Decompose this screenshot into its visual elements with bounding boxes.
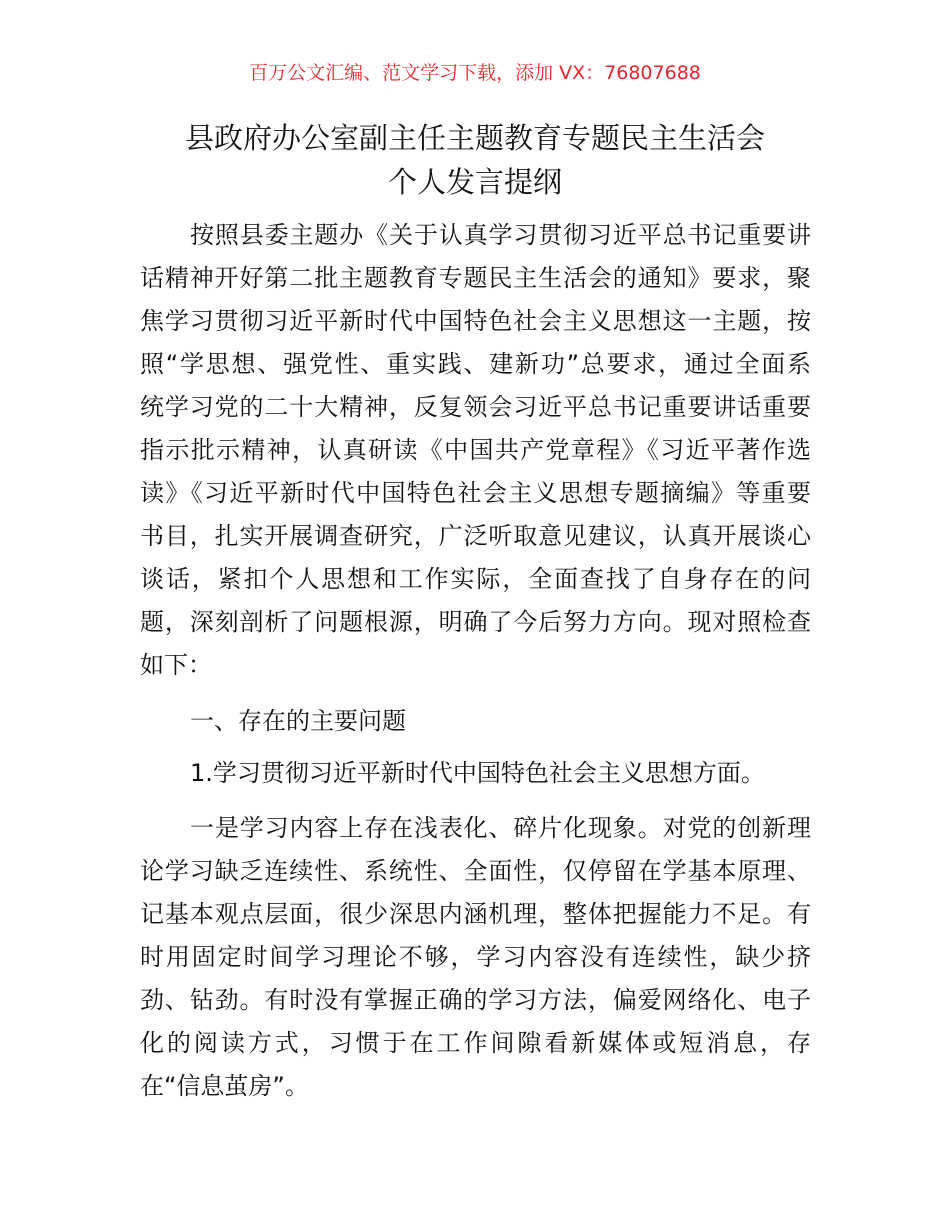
watermark-banner: 百万公文汇编、范文学习下载，添加 VX：76807688 xyxy=(249,62,701,84)
body-paragraph-line: 一是学习内容上存在浅表化、碎片化现象。对党的创新理 xyxy=(190,814,811,842)
intro-paragraph-line: 读》《习近平新时代中国特色社会主义思想专题摘编》等重要 xyxy=(140,479,811,507)
body-paragraph-line: 记基本观点层面，很少深思内涵机理，整体把握能力不足。有 xyxy=(140,900,811,928)
subsection-heading: 1.学习贯彻习近平新时代中国特色社会主义思想方面。 xyxy=(190,759,765,787)
intro-paragraph-line: 按照县委主题办《关于认真学习贯彻习近平总书记重要讲 xyxy=(190,221,811,249)
intro-paragraph-line: 指示批示精神，认真研读《中国共产党章程》《习近平著作选 xyxy=(140,436,811,464)
intro-paragraph-line: 谈话，紧扣个人思想和工作实际，全面查找了自身存在的问 xyxy=(140,565,811,593)
intro-paragraph-line: 照“学思想、强党性、重实践、建新功”总要求，通过全面系 xyxy=(140,350,811,378)
intro-paragraph-line: 书目，扎实开展调查研究，广泛听取意见建议，认真开展谈心 xyxy=(140,522,811,550)
body-paragraph-line: 在“信息茧房”。 xyxy=(140,1072,309,1100)
intro-paragraph-line: 话精神开好第二批主题教育专题民主生活会的通知》要求，聚 xyxy=(140,264,811,292)
intro-paragraph-line: 统学习党的二十大精神，反复领会习近平总书记重要讲话重要 xyxy=(140,393,811,421)
body-paragraph-line: 化的阅读方式，习惯于在工作间隙看新媒体或短消息，存 xyxy=(140,1029,811,1057)
intro-paragraph-line: 题，深刻剖析了问题根源，明确了今后努力方向。现对照检查 xyxy=(140,608,811,636)
document-title-line-1: 县政府办公室副主任主题教育专题民主生活会 xyxy=(184,121,765,155)
document-title-line-2: 个人发言提纲 xyxy=(387,165,562,199)
body-paragraph-line: 劲、钻劲。有时没有掌握正确的学习方法，偏爱网络化、电子 xyxy=(140,986,811,1014)
body-paragraph-line: 时用固定时间学习理论不够，学习内容没有连续性，缺少挤 xyxy=(140,943,811,971)
section-heading: 一、存在的主要问题 xyxy=(190,707,406,735)
intro-paragraph-line: 焦学习贯彻习近平新时代中国特色社会主义思想这一主题，按 xyxy=(140,307,811,335)
intro-paragraph-line: 如下： xyxy=(140,651,212,679)
body-paragraph-line: 论学习缺乏连续性、系统性、全面性，仅停留在学基本原理、 xyxy=(140,857,811,885)
